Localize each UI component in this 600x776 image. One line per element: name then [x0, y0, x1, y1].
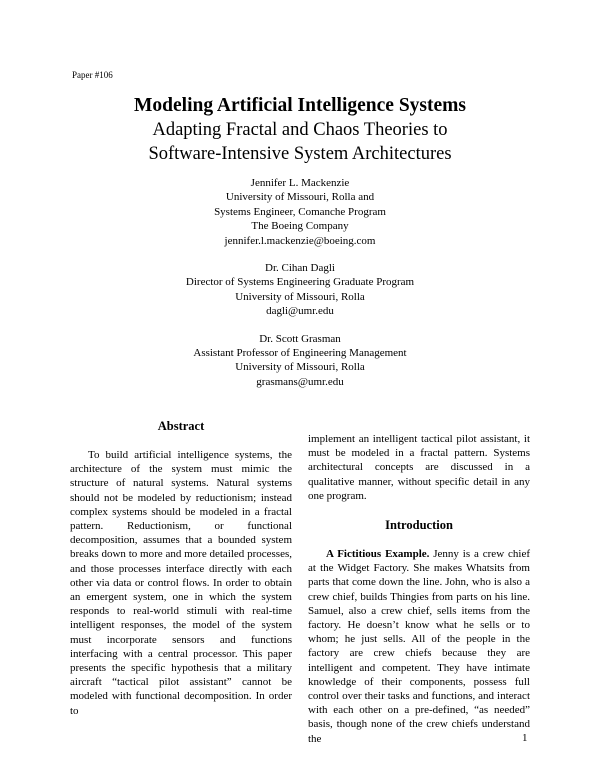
author-block [0, 332, 600, 390]
abstract-continued-paragraph: implement an intelligent tactical pilot assistant, it must be modeled in a fractal pattern. Systems architectural concepts are discussed in a qualitative manner, without specific detail in any one program. [308, 433, 530, 502]
paper-number: Paper #106 [72, 70, 113, 80]
introduction-text: Jenny is a crew chief at the Widget Factory. She makes Whatsits from parts that come down the line. John, who is also a crew chief, builds Thingies from parts on his line. Samuel, also a crew chief, sells items from the factory. He doesn’t know what he sells or to whom; he just sells. All of the people in the factory are crew chiefs because they are intelligent and competent. They have intimate knowledge of their components, possess full control over their tasks and functions, and interact with each other on a pre-defined, “as needed” basis, though none of the crew chiefs understand the [308, 548, 530, 745]
left-column [70, 418, 292, 718]
author-affiliation: Director of Systems Engineering Graduate Program [185, 276, 415, 289]
author-block [0, 261, 600, 319]
paper-subtitle-line-1: Adapting Fractal and Chaos Theories to [152, 120, 448, 140]
author-email: dagli@umr.edu [266, 305, 334, 318]
paper-title: Modeling Artificial Intelligence Systems [134, 95, 466, 116]
right-column [308, 432, 530, 746]
author-affiliation: University of Missouri, Rolla and [225, 191, 375, 204]
author-affiliation: The Boeing Company [251, 220, 349, 233]
introduction-heading: Introduction [385, 518, 453, 533]
author-affiliation: University of Missouri, Rolla [235, 290, 365, 303]
author-name: Dr. Cihan Dagli [265, 262, 335, 275]
author-list [0, 176, 600, 402]
author-affiliation: University of Missouri, Rolla [235, 361, 365, 374]
page-number: 1 [522, 732, 528, 744]
title-block [0, 94, 600, 166]
author-block [0, 176, 600, 248]
author-affiliation: Assistant Professor of Engineering Management [193, 347, 407, 360]
author-email: grasmans@umr.edu [256, 375, 344, 388]
run-in-heading: A Fictitious Example. [326, 548, 430, 561]
introduction-paragraph [308, 547, 530, 746]
author-email: jennifer.l.mackenzie@boeing.com [224, 234, 376, 247]
paper-subtitle-line-2: Software-Intensive System Architectures [148, 144, 452, 164]
author-name: Dr. Scott Grasman [259, 332, 341, 345]
author-name: Jennifer L. Mackenzie [250, 177, 350, 189]
abstract-heading: Abstract [157, 419, 205, 433]
abstract-paragraph: To build artificial intelligence systems, the architecture of the system must mimic the structure of natural systems. Natural systems should not be modeled by reductionism; instead complex systems should be modeled in a fractal pattern. Reductionism, or functional decomposition, assumes that a bounded system breaks down to more and more detailed processes, and those processes interface directly with each other via data or control flows. In order to obtain an emergent system, one in which the system responds to real-world stimuli with real-time intelligent responses, the model of the system must incorporate sensors and functions interfacing with a central processor. This paper presents the specific hypothesis that a military aircraft “tactical pilot assistant” cannot be modeled with functional decomposition. In order to [70, 449, 292, 717]
author-affiliation: Systems Engineer, Comanche Program [214, 205, 386, 218]
